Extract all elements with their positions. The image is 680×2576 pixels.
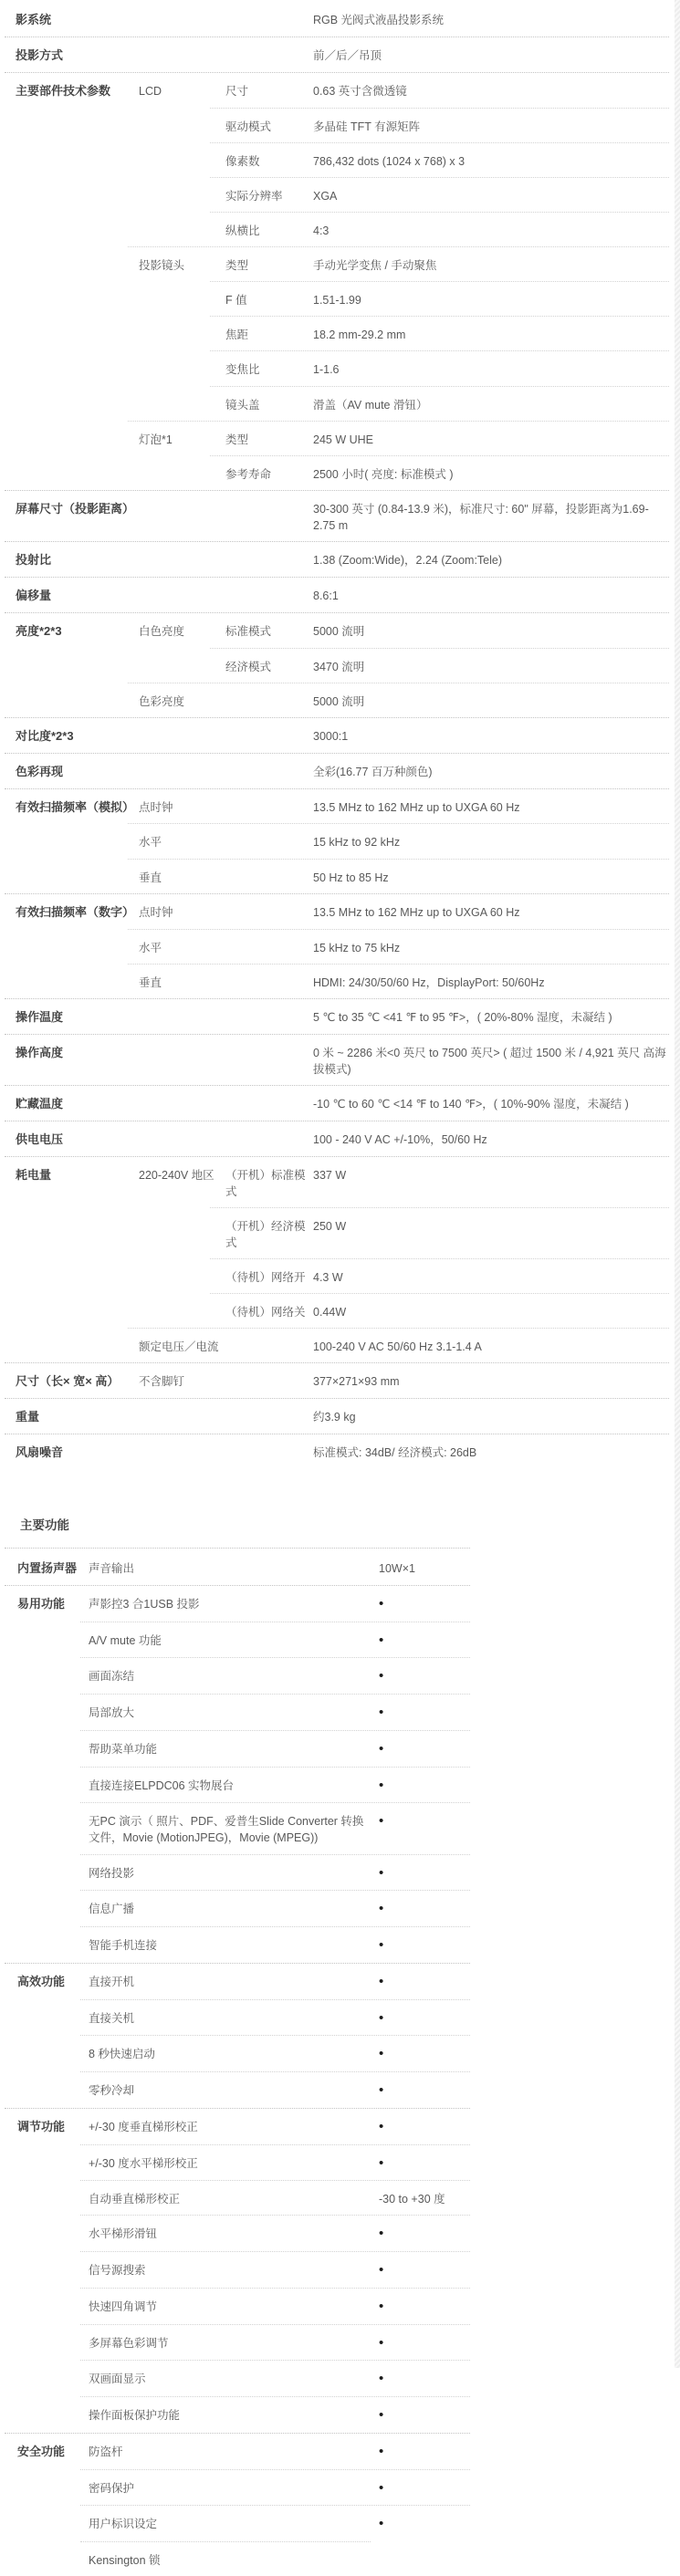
spec-value: 15 kHz to 75 kHz: [313, 941, 401, 954]
spec-group-label: 亮度*2*3: [16, 623, 62, 638]
page-edge-texture: [675, 0, 680, 2368]
spec-sublabel: 220-240V 地区: [139, 1168, 214, 1182]
spec-row: [0, 1121, 675, 1156]
spec-sublabel: 多屏幕色彩调节: [89, 2336, 169, 2350]
spec-sublabel: Kensington 锁: [89, 2554, 161, 2568]
spec-row: [0, 1586, 675, 1622]
spec-row: [0, 1208, 675, 1258]
spec-sublabel: LCD: [139, 84, 162, 98]
spec-value: HDMI: 24/30/50/60 Hz，DisplayPort: 50/60Hz: [313, 975, 545, 989]
spec-group-label: 屏幕尺寸（投影距离）: [16, 501, 135, 516]
spec-sublabel: 操作面板保护功能: [89, 2409, 181, 2423]
spec-row: [0, 1259, 675, 1293]
spec-value: 337 W: [313, 1168, 347, 1182]
spec-group-label: 安全功能: [17, 2444, 66, 2458]
spec-sublabel: 帮助菜单功能: [89, 1742, 158, 1756]
spec-row: [0, 2434, 675, 2469]
spec-group-label: 易用功能: [17, 1596, 66, 1611]
spec-sublabel: 声音输出: [89, 1562, 135, 1575]
feature-bullet: •: [379, 2443, 384, 2459]
spec-row: [0, 1622, 675, 1658]
spec-value: 8.6:1: [313, 589, 339, 602]
spec-sublabel: 投影镜头: [139, 259, 185, 273]
spec-value: RGB 光阀式液晶投影系统: [313, 14, 445, 26]
spec-row: [0, 1550, 675, 1585]
spec-sublabel: 水平梯形滑钮: [89, 2227, 158, 2241]
spec-row: [0, 894, 675, 929]
spec-sublabel: 经济模式: [225, 660, 272, 673]
feature-bullet: •: [379, 1705, 384, 1721]
spec-value: 50 Hz to 85 Hz: [313, 871, 389, 884]
spec-sublabel: 参考寿命: [225, 467, 272, 481]
spec-value: 4:3: [313, 224, 330, 237]
spec-group-label: 操作温度: [16, 1009, 64, 1024]
spec-row: [0, 578, 675, 612]
spec-value: 786,432 dots (1024 x 768) x 3: [313, 154, 466, 168]
spec-value: 3470 流明: [313, 660, 365, 673]
spec-row: [0, 1964, 675, 1999]
spec-value: 10W×1: [379, 1562, 415, 1575]
spec-value: 1.38 (Zoom:Wide)，2.24 (Zoom:Tele): [313, 554, 503, 568]
spec-row: [0, 213, 675, 246]
spec-sublabel: 色彩亮度: [139, 694, 185, 708]
spec-row: [0, 1927, 675, 1963]
feature-bullet: •: [379, 2118, 384, 2134]
spec-row: [0, 2252, 675, 2288]
spec-value: 手动光学变焦 / 手动聚焦: [313, 259, 437, 273]
spec-sublabel: 灯泡*1: [139, 433, 173, 446]
spec-value: 1.51-1.99: [313, 294, 361, 308]
spec-row: [0, 965, 675, 998]
spec-row: [0, 2506, 675, 2541]
feature-bullet: •: [379, 1864, 384, 1881]
spec-sublabel: 标准模式: [225, 624, 272, 638]
spec-value: 5 ℃ to 35 ℃ <41 ℉ to 95 ℉>，( 20%-80% 湿度，未凝结 ): [313, 1010, 612, 1024]
spec-row: [0, 824, 675, 858]
spec-value: -10 ℃ to 60 ℃ <14 ℉ to 140 ℉>，( 10%-90% 湿度，未凝结 ): [313, 1097, 629, 1111]
feature-bullet: •: [379, 1632, 384, 1648]
spec-group-label: 有效扫描频率（模拟）: [16, 799, 135, 814]
feature-bullet: •: [379, 1973, 384, 1989]
spec-sublabel: 额定电压／电流: [139, 1340, 219, 1354]
spec-sublabel: 无PC 演示（ 照片、PDF、爱普生Slide Converter 转换文件，Movie (MotionJPEG)，Movie (MPEG)): [89, 1815, 364, 1845]
spec-row: [0, 649, 675, 683]
feature-bullet: •: [379, 1937, 384, 1954]
spec-value: 100 - 240 V AC +/-10%，50/60 Hz: [313, 1132, 487, 1146]
spec-row: [0, 789, 675, 824]
spec-value: 15 kHz to 92 kHz: [313, 836, 401, 850]
spec-row: [0, 1731, 675, 1767]
spec-group-label: 色彩再现: [16, 764, 64, 778]
spec-group-label: 操作高度: [16, 1045, 64, 1059]
spec-row: [0, 1399, 675, 1434]
spec-value: 250 W: [313, 1219, 347, 1233]
spec-row: [0, 1803, 675, 1853]
spec-sublabel: 纵横比: [225, 224, 260, 237]
spec-value: -30 to +30 度: [379, 2193, 445, 2206]
spec-value: 377×271×93 mm: [313, 1375, 400, 1389]
spec-sublabel: 零秒冷却: [89, 2084, 135, 2098]
spec-row: [0, 718, 675, 753]
spec-sublabel: 局部放大: [89, 1706, 135, 1720]
spec-sublabel: 密码保护: [89, 2481, 135, 2495]
spec-sublabel: 直接关机: [89, 2011, 135, 2025]
spec-sublabel: 直接开机: [89, 1975, 135, 1988]
spec-row: [0, 247, 675, 281]
spec-group-label: 对比度*2*3: [16, 728, 74, 743]
spec-row: [0, 542, 675, 577]
features-table: [0, 1550, 675, 2576]
spec-row: [0, 1891, 675, 1926]
spec-sublabel: +/-30 度水平梯形校正: [89, 2156, 198, 2170]
spec-row: [0, 1768, 675, 1803]
spec-group-label: 有效扫描频率（数字）: [16, 904, 135, 919]
spec-row: [0, 1695, 675, 1730]
spec-value: XGA: [313, 189, 338, 203]
feature-bullet: •: [379, 2371, 384, 2387]
spec-row: [0, 930, 675, 964]
spec-sublabel: 像素数: [225, 154, 260, 168]
spec-row: [0, 109, 675, 142]
spec-group-label: 耗电量: [16, 1167, 52, 1182]
spec-row: [0, 1329, 675, 1362]
spec-row: [0, 178, 675, 212]
feature-bullet: •: [379, 2298, 384, 2314]
spec-row: [0, 2397, 675, 2433]
spec-sublabel: （开机）标准模式: [225, 1168, 306, 1198]
spec-sublabel: 实际分辨率: [225, 189, 283, 203]
spec-row: [0, 1035, 675, 1085]
spec-sublabel: 用户标识设定: [89, 2518, 158, 2531]
spec-sublabel: 类型: [225, 433, 249, 446]
spec-value: 多晶硅 TFT 有源矩阵: [313, 120, 421, 133]
spec-sublabel: 声影控3 合1USB 投影: [89, 1597, 200, 1611]
spec-value: 滑盖（AV mute 滑钮）: [313, 398, 428, 412]
spec-row: [0, 1855, 675, 1891]
spec-sublabel: 变焦比: [225, 363, 260, 377]
spec-row: [0, 613, 675, 648]
spec-row: [0, 2036, 675, 2071]
spec-row: [0, 387, 675, 421]
spec-sublabel: 不含脚钉: [139, 1375, 185, 1389]
spec-row: [0, 2542, 675, 2576]
section-title-features: 主要功能: [20, 1518, 69, 1532]
spec-group-label: 投影方式: [16, 47, 64, 62]
spec-value: 245 W UHE: [313, 433, 373, 446]
spec-group-label: 内置扬声器: [17, 1561, 78, 1575]
spec-sublabel: 直接连接ELPDC06 实物展台: [89, 1778, 235, 1792]
spec-sublabel: （开机）经济模式: [225, 1219, 306, 1249]
spec-value: 100-240 V AC 50/60 Hz 3.1-1.4 A: [313, 1340, 482, 1354]
spec-row: [0, 2216, 675, 2251]
feature-bullet: •: [379, 2082, 384, 2099]
feature-bullet: •: [379, 2046, 384, 2062]
feature-bullet: •: [379, 1595, 384, 1611]
spec-row: [0, 2000, 675, 2036]
feature-bullet: •: [379, 2407, 384, 2424]
spec-row: [0, 2325, 675, 2361]
feature-bullet: •: [379, 2334, 384, 2351]
spec-value: 标准模式: 34dB/ 经济模式: 26dB: [313, 1446, 477, 1460]
spec-row: [0, 317, 675, 350]
spec-row: [0, 2289, 675, 2324]
spec-sublabel: A/V mute 功能: [89, 1633, 162, 1647]
spec-sublabel: 类型: [225, 259, 249, 273]
spec-sublabel: 焦距: [225, 329, 249, 342]
spec-sublabel: +/-30 度垂直梯形校正: [89, 2120, 198, 2133]
spec-value: 前／后／吊顶: [313, 48, 382, 62]
spec-sublabel: 垂直: [139, 975, 162, 989]
spec-value: 1-1.6: [313, 363, 340, 377]
spec-group-label: 调节功能: [17, 2119, 66, 2133]
spec-value: 13.5 MHz to 162 MHz up to UXGA 60 Hz: [313, 800, 520, 814]
spec-sublabel: （待机）网络关: [225, 1306, 306, 1319]
spec-row: [0, 456, 675, 490]
spec-value: 5000 流明: [313, 624, 365, 638]
spec-group-label: 重量: [16, 1410, 40, 1424]
spec-row: [0, 1086, 675, 1121]
spec-sublabel: 垂直: [139, 871, 162, 884]
spec-row: [0, 2, 675, 37]
spec-group-label: 影系统: [16, 13, 52, 26]
spec-value: 4.3 W: [313, 1271, 343, 1285]
spec-row: [0, 491, 675, 541]
spec-row: [0, 2109, 675, 2144]
feature-bullet: •: [379, 1813, 384, 1830]
spec-row: [0, 1157, 675, 1207]
spec-sublabel: 快速四角调节: [89, 2300, 158, 2313]
spec-value: 30-300 英寸 (0.84-13.9 米)，标准尺寸: 60" 屏幕，投影距离为1.69-2.75 m: [313, 502, 649, 533]
spec-row: [0, 37, 675, 72]
spec-sublabel: 网络投影: [89, 1866, 135, 1880]
spec-row: [0, 73, 675, 108]
spec-group-label: 供电电压: [16, 1132, 64, 1146]
feature-bullet: •: [379, 2226, 384, 2242]
spec-sublabel: 白色亮度: [139, 624, 185, 638]
spec-value: 全彩(16.77 百万种颜色): [313, 765, 433, 778]
spec-row: [0, 282, 675, 316]
spec-value: 0.63 英寸含微透镜: [313, 84, 407, 98]
feature-bullet: •: [379, 2516, 384, 2532]
spec-row: [0, 2072, 675, 2108]
spec-sublabel: 镜头盖: [225, 398, 260, 412]
spec-row: [0, 1434, 675, 1469]
feature-bullet: •: [379, 2479, 384, 2496]
feature-bullet: •: [379, 2154, 384, 2171]
spec-row: [0, 2361, 675, 2396]
spec-sublabel: 防盗杆: [89, 2445, 123, 2458]
spec-sublabel: 画面冻结: [89, 1670, 135, 1684]
spec-value: 3000:1: [313, 729, 349, 743]
spec-sublabel: 驱动模式: [225, 120, 272, 133]
spec-row: [0, 1658, 675, 1694]
spec-group-label: 贮藏温度: [16, 1096, 64, 1111]
spec-sublabel: F 值: [225, 294, 247, 308]
spec-value: 0.44W: [313, 1306, 347, 1319]
feature-bullet: •: [379, 1740, 384, 1757]
feature-bullet: •: [379, 2009, 384, 2026]
spec-value: 约3.9 kg: [313, 1411, 356, 1424]
spec-row: [0, 1294, 675, 1328]
spec-sublabel: 智能手机连接: [89, 1939, 158, 1953]
spec-value: 2500 小时( 亮度: 标准模式 ): [313, 467, 454, 481]
feature-bullet: •: [379, 1668, 384, 1684]
spec-sublabel: 点时钟: [139, 905, 173, 919]
spec-row: [0, 754, 675, 788]
spec-group-label: 高效功能: [17, 1974, 66, 1988]
spec-group-label: 主要部件技术参数: [16, 83, 111, 98]
spec-value: 18.2 mm-29.2 mm: [313, 329, 406, 342]
spec-row: [0, 1363, 675, 1398]
spec-group-label: 风扇噪音: [16, 1445, 64, 1460]
spec-sublabel: （待机）网络开: [225, 1271, 306, 1285]
feature-bullet: •: [379, 2262, 384, 2279]
feature-bullet: •: [379, 1777, 384, 1793]
spec-row: [0, 2181, 675, 2215]
spec-row: [0, 351, 675, 385]
section-divider: [5, 1548, 470, 1549]
spec-value: 5000 流明: [313, 694, 365, 708]
spec-row: [0, 2145, 675, 2181]
spec-sublabel: 信息广播: [89, 1903, 135, 1916]
spec-sublabel: 自动垂直梯形校正: [89, 2193, 181, 2206]
spec-row: [0, 860, 675, 893]
spec-sublabel: 点时钟: [139, 800, 173, 814]
spec-sublabel: 信号源搜索: [89, 2264, 146, 2278]
spec-sublabel: 水平: [139, 836, 162, 850]
spec-value: 0 米 ~ 2286 米<0 英尺 to 7500 英尺> ( 超过 1500 米 / 4,921 英尺 高海拔模式): [313, 1046, 666, 1076]
spec-sublabel: 尺寸: [225, 84, 249, 98]
spec-row: [0, 422, 675, 455]
spec-group-label: 偏移量: [16, 589, 52, 602]
spec-row: [0, 683, 675, 717]
spec-group-label: 尺寸（长× 宽× 高）: [16, 1374, 120, 1389]
spec-value: 13.5 MHz to 162 MHz up to UXGA 60 Hz: [313, 905, 520, 919]
spec-sublabel: 8 秒快速启动: [89, 2048, 155, 2061]
spec-sublabel: 双画面显示: [89, 2373, 146, 2386]
feature-bullet: •: [379, 1901, 384, 1917]
spec-row: [0, 2470, 675, 2506]
spec-row: [0, 999, 675, 1034]
spec-row: [0, 143, 675, 177]
spec-group-label: 投射比: [16, 553, 52, 568]
spec-sublabel: 水平: [139, 941, 162, 954]
